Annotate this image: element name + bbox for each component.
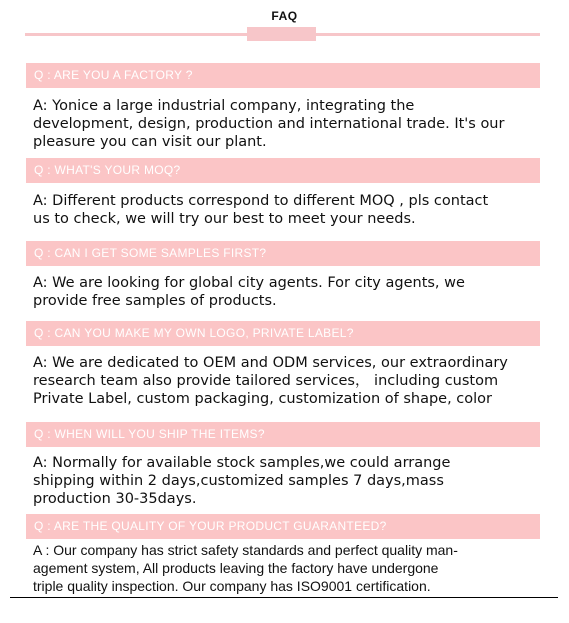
- answer-text: A : Our company has strict safety standards and perfect quality man- agement system, All products leaving the factory have undergone triple quality inspection. Our company has ISO9001 certification.: [33, 542, 458, 594]
- answer-text: A: We are looking for global city agents. For city agents, we provide free samples of products.: [33, 275, 465, 309]
- faq-title: FAQ: [271, 9, 298, 23]
- answer-text: A: Yonice a large industrial company, integrating the development, design, production and international trade. It's our pleasure you can visit our plant.: [33, 98, 505, 150]
- question-bar: Q : ARE THE QUALITY OF YOUR PRODUCT GUARANTEED?: [26, 514, 540, 539]
- answer-text: A: We are dedicated to OEM and ODM services, our extraordinary research team also provide tailored services， including custom Private Label, custom packaging, customization of shape, color: [33, 355, 508, 407]
- question-bar: Q : WHEN WILL YOU SHIP THE ITEMS?: [26, 422, 540, 447]
- question-bar: Q : WHAT'S YOUR MOQ?: [26, 158, 540, 183]
- question-bar: Q : ARE YOU A FACTORY ?: [26, 63, 540, 88]
- faq-header: [0, 0, 569, 48]
- answer-text: A: Different products correspond to different MOQ , pls contact us to check, we will try our best to meet your needs.: [33, 193, 489, 227]
- answer-text: A: Normally for available stock samples,we could arrange shipping within 2 days,customized samples 7 days,mass production 30-35days.: [33, 455, 451, 507]
- bottom-divider: [10, 597, 558, 598]
- question-bar: Q : CAN I GET SOME SAMPLES FIRST?: [26, 241, 540, 266]
- question-bar: Q : CAN YOU MAKE MY OWN LOGO, PRIVATE LABEL?: [26, 321, 540, 346]
- header-tab-accent: [247, 27, 316, 41]
